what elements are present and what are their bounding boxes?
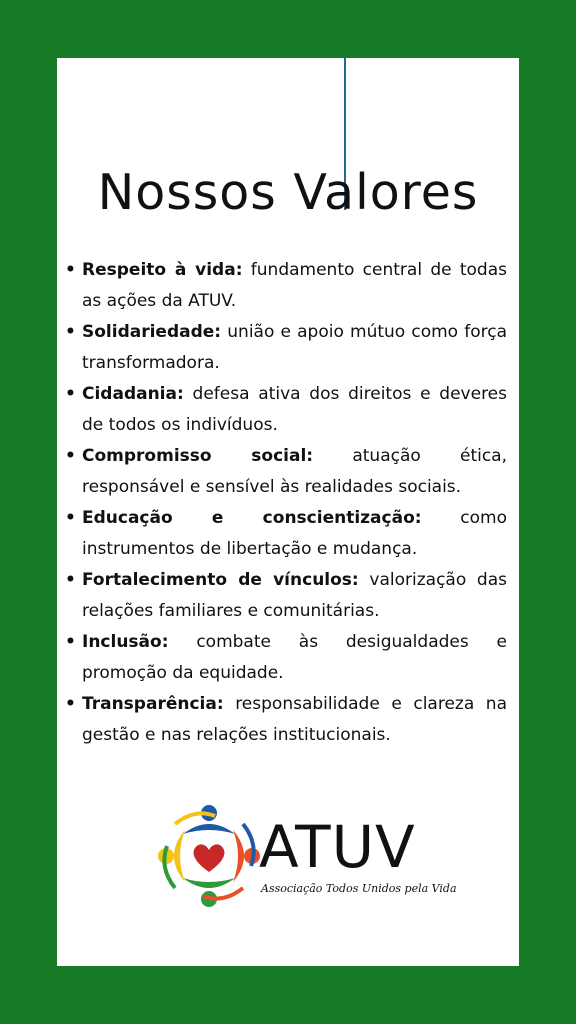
value-description: defesa ativa dos direitos e deveres de todos os indivíduos. bbox=[82, 384, 507, 435]
bullet-icon: • bbox=[65, 384, 76, 404]
bullet-icon: • bbox=[65, 446, 76, 466]
list-item bbox=[65, 255, 507, 317]
value-term: Fortalecimento de vínculos: bbox=[82, 570, 359, 590]
bullet-icon: • bbox=[65, 570, 76, 590]
list-item bbox=[65, 689, 507, 751]
value-term: Compromisso social: bbox=[82, 446, 314, 466]
people-circle-heart-icon bbox=[155, 804, 263, 908]
bullet-icon: • bbox=[65, 260, 76, 280]
bullet-icon: • bbox=[65, 508, 76, 528]
value-term: Transparência: bbox=[82, 694, 224, 714]
logo-name: ATUV bbox=[259, 813, 416, 881]
bullet-icon: • bbox=[65, 632, 76, 652]
list-item bbox=[65, 379, 507, 441]
list-item bbox=[65, 503, 507, 565]
value-description: atuação ética, responsável e sensível às realidades sociais. bbox=[82, 446, 508, 497]
bullet-icon: • bbox=[65, 694, 76, 714]
value-description: valorização das relações familiares e comunitárias. bbox=[82, 570, 507, 621]
list-item bbox=[65, 565, 507, 627]
value-term: Respeito à vida: bbox=[82, 260, 243, 280]
value-term: Solidariedade: bbox=[82, 322, 222, 342]
values-card bbox=[57, 58, 519, 966]
page-title: Nossos Valores bbox=[97, 164, 479, 221]
value-term: Cidadania: bbox=[82, 384, 184, 404]
logo-subtitle: Associação Todos Unidos pela Vida bbox=[261, 882, 457, 895]
value-description: combate às desigualdades e promoção da equidade. bbox=[82, 632, 507, 683]
atuv-logo bbox=[155, 804, 457, 908]
value-term: Educação e conscientização: bbox=[82, 508, 422, 528]
list-item bbox=[65, 441, 507, 503]
bullet-icon: • bbox=[65, 322, 76, 342]
list-item bbox=[65, 627, 507, 689]
list-item bbox=[65, 317, 507, 379]
values-list bbox=[65, 255, 507, 751]
value-description: responsabilidade e clareza na gestão e nas relações institucionais. bbox=[82, 694, 507, 745]
value-description: como instrumentos de libertação e mudança. bbox=[82, 508, 507, 559]
value-term: Inclusão: bbox=[82, 632, 169, 652]
value-description: fundamento central de todas as ações da ATUV. bbox=[82, 260, 507, 311]
value-description: união e apoio mútuo como força transformadora. bbox=[82, 322, 507, 373]
